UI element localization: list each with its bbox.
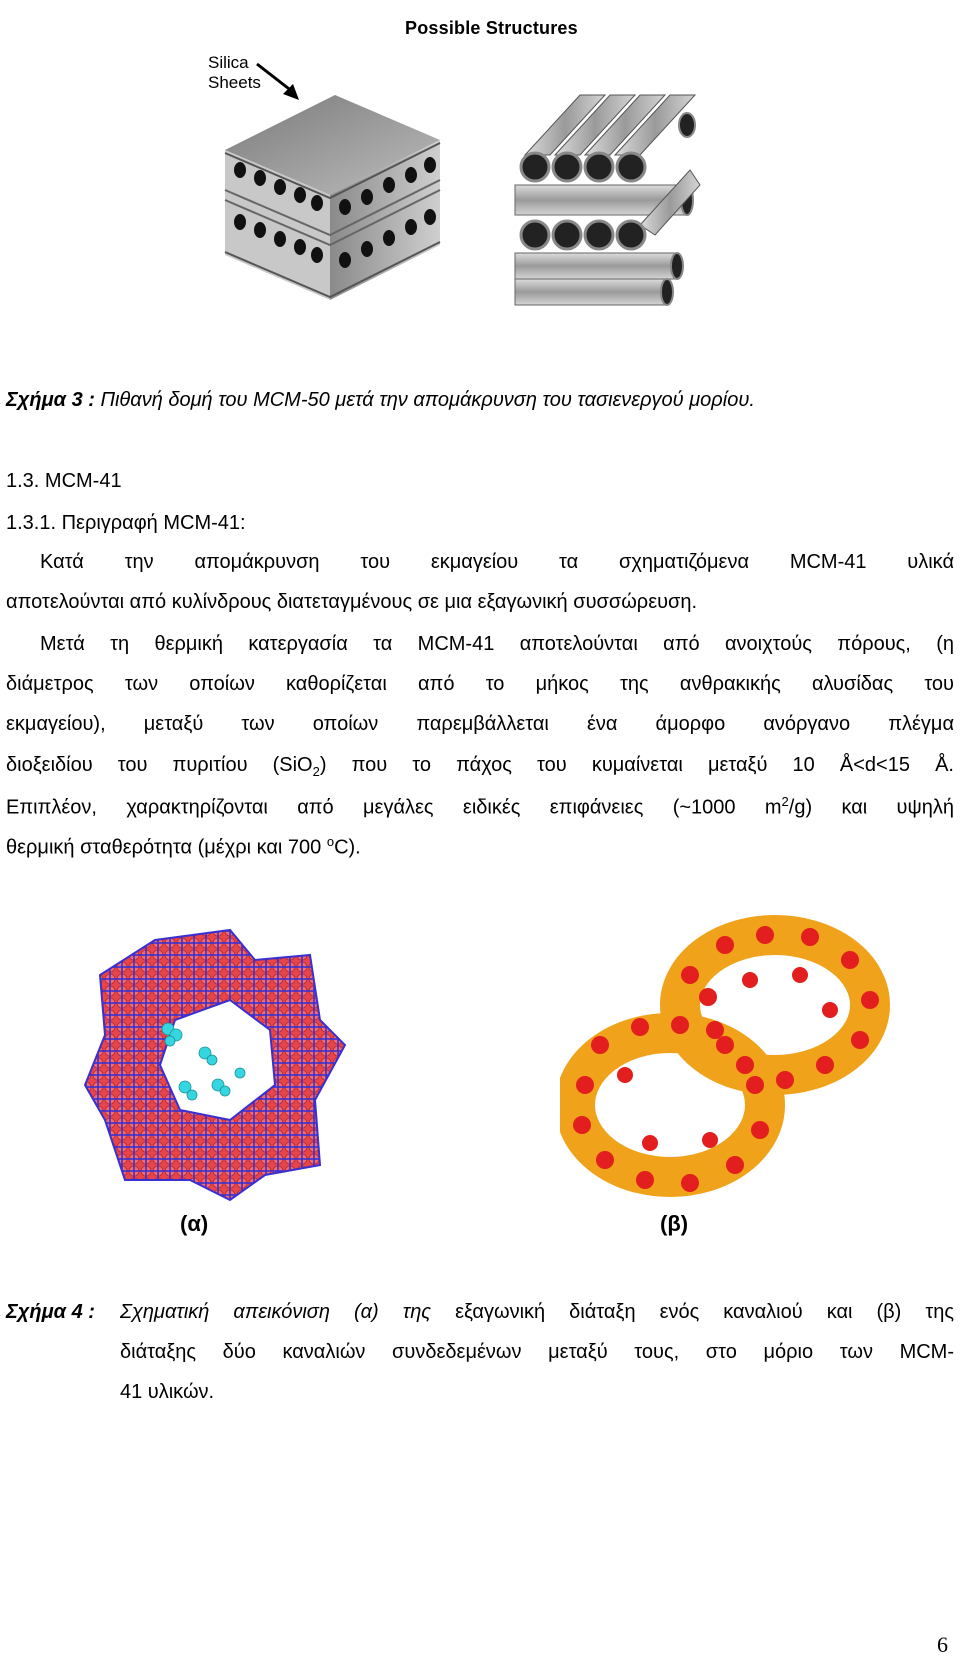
- figure4-caption-label: Σχήμα 4 :: [6, 1301, 95, 1323]
- paragraph2-line4: διοξειδίου του πυριτίου (SiO$_2$) που το πάχος του κυμαίνεται μεταξύ 10 Å<d<15 Å.: [6, 754, 954, 779]
- page-number: 6: [937, 1632, 948, 1657]
- silica-sheets-illustration: [215, 95, 450, 305]
- figure4-caption-line1: Σχηματική απεικόνιση (α) της εξαγωνική διάταξη ενός καναλιού και (β) της: [120, 1301, 954, 1323]
- paragraph2-line5: Επιπλέον, χαρακτηρίζονται από μεγάλες ειδικές επιφάνειες (~1000 $m^2/g$) και υψηλή: [6, 794, 954, 819]
- figure3-caption-label: Σχήμα 3 :: [6, 389, 95, 411]
- section-heading: 1.3. MCM-41: [6, 470, 122, 492]
- paragraph2-line6: θερμική σταθερότητα (μέχρι και 700 $^o$C).: [6, 834, 361, 859]
- paragraph2-line1: Μετά τη θερμική κατεργασία τα MCM-41 αποτελούνται από ανοιχτούς πόρους, (η: [40, 633, 954, 655]
- silica-label-line1: Silica: [208, 53, 249, 72]
- figure3-caption-text: Πιθανή δομή του ΜCM-50 μετά την απομάκρυνση του τασιενεργού μορίου.: [100, 389, 755, 411]
- figure4-label-a: (α): [180, 1211, 209, 1236]
- silica-sheets-label: [208, 53, 261, 93]
- paragraph2-line3: εκμαγείου), μεταξύ των οποίων παρεμβάλλεται ένα άμορφο ανόργανο πλέγμα: [6, 713, 954, 735]
- paragraph1-line1: Κατά την απομάκρυνση του εκμαγείου τα σχηματιζόμενα MCM-41 υλικά: [40, 551, 954, 573]
- figure3-caption: [6, 386, 755, 414]
- figure-title: Possible Structures: [405, 18, 578, 38]
- linked-channels-model: [560, 915, 900, 1205]
- hexagonal-channel-model: [80, 925, 350, 1205]
- figure4-label-b: (β): [660, 1211, 689, 1236]
- figure4-caption-line3: 41 υλικών.: [120, 1381, 215, 1403]
- paragraph2-line2: διάμετρος των οποίων καθορίζεται από το μήκος της ανθρακικής αλυσίδας του: [6, 673, 954, 695]
- paragraph1-line2: αποτελούνται από κυλίνδρους διατεταγμένους σε μια εξαγωνική συσσώρευση.: [6, 591, 698, 613]
- subsection-heading: 1.3.1. Περιγραφή MCM-41:: [6, 512, 246, 534]
- silica-label-line2: Sheets: [208, 73, 261, 92]
- figure4-caption-line2: διάταξης δύο καναλιών συνδεδεμένων μεταξύ τους, στο μόριο των MCM-: [120, 1341, 954, 1363]
- figure4-caption-label-wrap: [6, 1298, 95, 1326]
- cylinder-stack-illustration: [505, 75, 705, 310]
